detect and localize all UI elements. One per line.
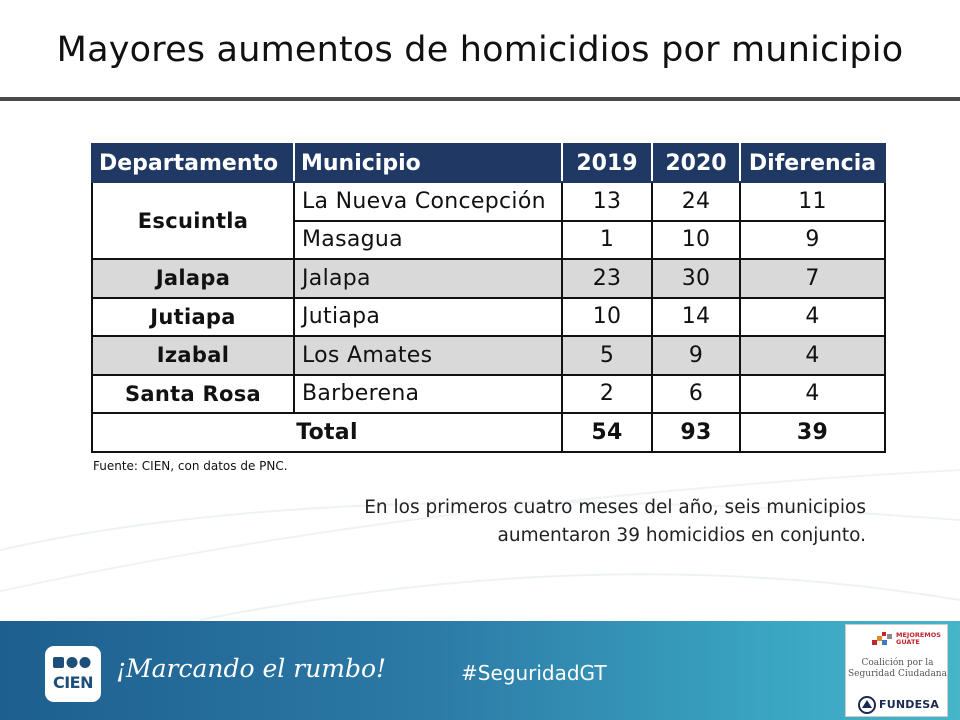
header-municipio: Municipio xyxy=(294,144,562,182)
summary-line: aumentaron 39 homicidios en conjunto. xyxy=(497,525,866,546)
cell-diferencia: 9 xyxy=(740,221,885,260)
mejoremos-guate-icon xyxy=(872,631,894,649)
header-departamento: Departamento xyxy=(92,144,294,182)
cell-2019: 1 xyxy=(562,221,652,260)
cell-total-label: Total xyxy=(92,413,562,452)
cell-departamento: Jutiapa xyxy=(92,298,294,337)
footer-slogan: ¡Marcando el rumbo! xyxy=(116,654,387,683)
cell-2020: 10 xyxy=(652,221,740,260)
cell-municipio: Jutiapa xyxy=(294,298,562,337)
table-row xyxy=(92,298,885,337)
table-row xyxy=(92,336,885,375)
summary-note xyxy=(300,494,866,550)
table-header-row xyxy=(92,144,885,182)
cell-municipio: Barberena xyxy=(294,375,562,414)
slide-title: Mayores aumentos de homicidios por municipio xyxy=(56,30,904,70)
table-total-row xyxy=(92,413,885,452)
table-row xyxy=(92,182,885,221)
cell-2020: 30 xyxy=(652,259,740,298)
cell-2019: 23 xyxy=(562,259,652,298)
cien-logo-text: CIEN xyxy=(52,673,93,692)
cell-2019: 13 xyxy=(562,182,652,221)
summary-line: En los primeros cuatro meses del año, seis municipios xyxy=(364,497,866,518)
cell-municipio: La Nueva Concepción xyxy=(294,182,562,221)
fundesa-logo xyxy=(858,696,948,714)
cell-2020: 24 xyxy=(652,182,740,221)
coalition-text: Coalición por la Seguridad Ciudadana xyxy=(848,658,947,679)
cell-municipio: Masagua xyxy=(294,221,562,260)
cell-2019: 5 xyxy=(562,336,652,375)
cell-municipio: Los Amates xyxy=(294,336,562,375)
cell-2019: 2 xyxy=(562,375,652,414)
table-row xyxy=(92,259,885,298)
cell-total-2020: 93 xyxy=(652,413,740,452)
source-note: Fuente: CIEN, con datos de PNC. xyxy=(93,459,288,473)
fundesa-icon xyxy=(858,696,876,714)
partner-logos xyxy=(845,624,948,717)
cien-logo xyxy=(45,646,101,702)
cell-diferencia: 4 xyxy=(740,375,885,414)
cell-diferencia: 7 xyxy=(740,259,885,298)
mejoremos-guate-text: MEJOREMOS GUATE xyxy=(896,631,941,646)
header-2019: 2019 xyxy=(562,144,652,182)
cell-departamento: Santa Rosa xyxy=(92,375,294,414)
cell-2020: 9 xyxy=(652,336,740,375)
fundesa-text: FUNDESA xyxy=(879,698,940,711)
footer-hashtag: #SeguridadGT xyxy=(461,661,607,685)
header-2020: 2020 xyxy=(652,144,740,182)
cell-2020: 14 xyxy=(652,298,740,337)
cell-departamento: Escuintla xyxy=(92,182,294,259)
cell-2019: 10 xyxy=(562,298,652,337)
cell-2020: 6 xyxy=(652,375,740,414)
cien-logo-mark-icon xyxy=(51,656,95,674)
cell-diferencia: 11 xyxy=(740,182,885,221)
cell-diferencia: 4 xyxy=(740,298,885,337)
cell-total-diferencia: 39 xyxy=(740,413,885,452)
cell-diferencia: 4 xyxy=(740,336,885,375)
cell-municipio: Jalapa xyxy=(294,259,562,298)
homicides-table xyxy=(91,143,886,453)
header-diferencia: Diferencia xyxy=(740,144,885,182)
cell-departamento: Izabal xyxy=(92,336,294,375)
cell-departamento: Jalapa xyxy=(92,259,294,298)
table-row xyxy=(92,375,885,414)
cell-total-2019: 54 xyxy=(562,413,652,452)
title-divider xyxy=(0,97,960,101)
